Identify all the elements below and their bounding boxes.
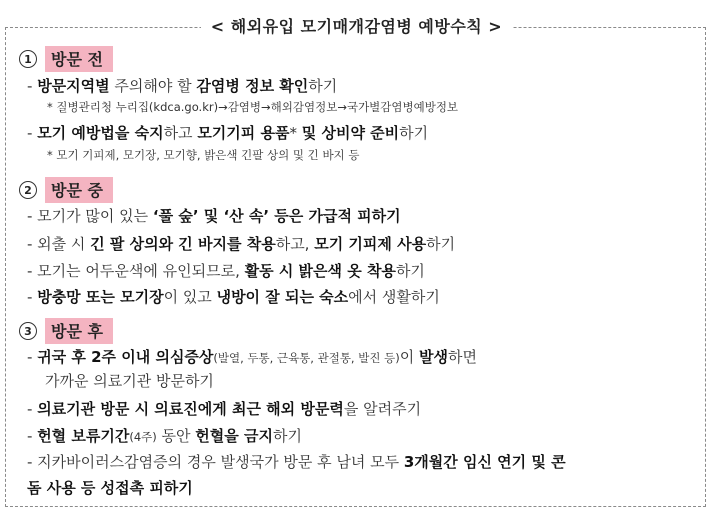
body-text: 하고, (275, 235, 315, 253)
emphasis-text: 발생 (418, 348, 448, 366)
guideline-item (27, 260, 425, 281)
body-text: 가까운 의료기관 방문하기 (45, 372, 214, 390)
emphasis-text: 활동 시 밝은색 옷 착용 (244, 262, 396, 280)
guideline-item (27, 122, 428, 143)
body-text: - 지카바이러스감염증의 경우 발생국가 방문 후 남녀 모두 (27, 453, 404, 471)
body-text: - (27, 124, 38, 142)
body-text: - (27, 427, 38, 445)
body-text: - (27, 348, 38, 366)
body-text: 이 (399, 348, 419, 366)
body-text: 동안 (156, 427, 196, 445)
section-2-heading (19, 177, 113, 203)
body-text: - (27, 400, 38, 418)
body-text: - 모기는 어두운색에 유인되므로, (27, 262, 245, 280)
body-text: 을 알려주기 (343, 400, 422, 418)
emphasis-text: 모기 예방법을 숙지 (37, 124, 164, 142)
guideline-item (27, 398, 421, 419)
section-1-heading (19, 46, 113, 72)
guideline-item (45, 370, 214, 391)
emphasis-text: 감염병 정보 확인 (196, 77, 309, 95)
emphasis-text: 모기기피 용품 (197, 124, 290, 142)
emphasis-text: 및 상비약 준비 (301, 124, 400, 142)
emphasis-text: 긴 팔 상의와 긴 바지를 착용 (90, 235, 276, 253)
emphasis-text: 모기 기피제 사용 (314, 235, 427, 253)
body-text: 하기 (426, 235, 456, 253)
body-text: 하기 (272, 427, 302, 445)
body-text: 이 있고 (163, 288, 217, 306)
page-title: < 해외유입 모기매개감염병 예방수칙 > (0, 14, 713, 37)
emphasis-text: 냉방이 잘 되는 숙소 (216, 288, 349, 306)
emphasis-text: 의료기관 방문 시 의료진에게 최근 해외 방문력 (37, 400, 344, 418)
guideline-item (27, 425, 302, 446)
body-text: 하기 (308, 77, 338, 95)
guideline-item (27, 233, 455, 254)
footnote: * 질병관리청 누리집(kdca.go.kr)→감염병→해외감염정보→국가별감염병예방정보 (47, 100, 459, 114)
emphasis-text: 방충망 또는 모기장 (37, 288, 164, 306)
body-text: 하면 (447, 348, 477, 366)
body-text: (발열, 두통, 근육통, 관절통, 발진 등) (213, 351, 400, 365)
guideline-item (27, 346, 477, 367)
guideline-item (27, 286, 440, 307)
body-text: - 모기가 많이 있는 (27, 207, 153, 225)
section-title: 방문 후 (45, 318, 113, 344)
section-number-badge: 3 (19, 322, 37, 340)
body-text: 하기 (399, 124, 429, 142)
body-text: 하기 (395, 262, 425, 280)
emphasis-text: 방문지역별 (37, 77, 110, 95)
emphasis-text: ‘풀 숲’ 및 ‘산 속’ 등은 가급적 피하기 (152, 207, 401, 225)
emphasis-text: 헌혈 보류기간 (37, 427, 130, 445)
guideline-item (27, 451, 566, 472)
body-text: - (27, 288, 38, 306)
guideline-item (27, 477, 193, 498)
body-text: 주의해야 할 (109, 77, 197, 95)
body-text: (4주) (129, 430, 157, 444)
emphasis-text: 돔 사용 등 성접촉 피하기 (27, 479, 193, 497)
emphasis-text: 귀국 후 2주 이내 의심증상 (37, 348, 214, 366)
emphasis-text: 3개월간 임신 연기 및 콘 (403, 453, 566, 471)
body-text: * (289, 124, 302, 142)
guideline-item (27, 205, 401, 226)
section-title: 방문 중 (45, 177, 113, 203)
body-text: - (27, 77, 38, 95)
body-text: 에서 생활하기 (348, 288, 440, 306)
section-number-badge: 2 (19, 181, 37, 199)
body-text: - 외출 시 (27, 235, 91, 253)
footnote: * 모기 기피제, 모기장, 모기향, 밝은색 긴팔 상의 및 긴 바지 등 (47, 148, 360, 162)
section-number-badge: 1 (19, 50, 37, 68)
body-text: 하고 (163, 124, 198, 142)
emphasis-text: 헌혈을 금지 (195, 427, 273, 445)
guideline-item (27, 75, 337, 96)
section-title: 방문 전 (45, 46, 113, 72)
section-3-heading (19, 318, 113, 344)
